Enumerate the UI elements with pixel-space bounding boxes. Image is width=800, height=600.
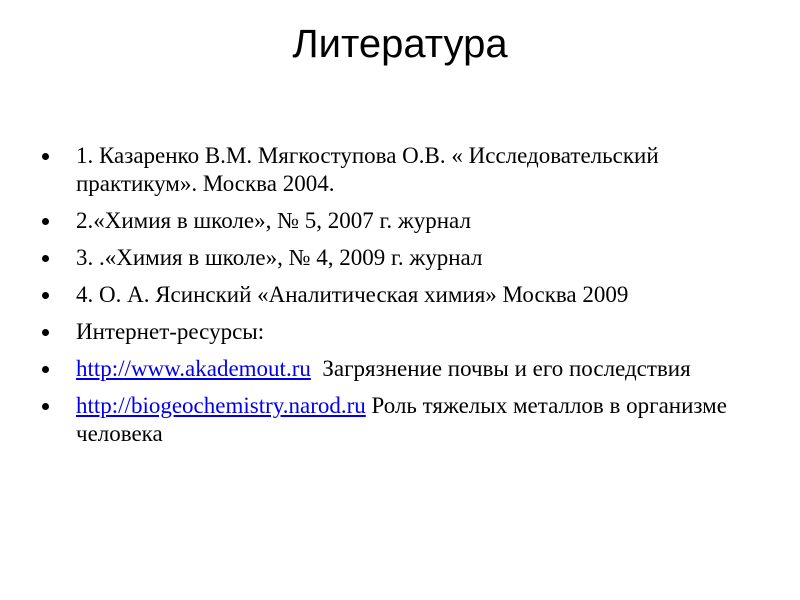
list-item-text: Интернет-ресурсы:: [76, 319, 265, 344]
slide-title: Литература: [292, 22, 508, 66]
akademout-link[interactable]: http://www.akademout.ru: [76, 356, 311, 381]
reference-list: [40, 142, 760, 457]
bullet-icon: [42, 292, 49, 299]
list-item-text: Роль тяжелых металлов в организме человека: [76, 393, 727, 446]
list-item: [40, 207, 760, 235]
list-item-text: 1. Казаренко В.М. Мягкоступова О.В. « Исследовательский практикум». Москва 2004.: [76, 143, 659, 196]
bullet-icon: [42, 218, 49, 225]
bullet-icon: [42, 403, 49, 410]
list-item: [40, 244, 760, 272]
list-item-text: 3. .«Химия в школе», № 4, 2009 г. журнал: [76, 245, 483, 270]
list-item-text: 2.«Химия в школе», № 5, 2007 г. журнал: [76, 208, 471, 233]
list-item-text: Загрязнение почвы и его последствия: [322, 356, 691, 381]
list-item: [40, 392, 760, 448]
list-item: [40, 318, 760, 346]
biogeochemistry-link[interactable]: http://biogeochemistry.narod.ru: [76, 393, 366, 418]
bullet-icon: [42, 153, 49, 160]
list-item-text: 4. О. А. Ясинский «Аналитическая химия» Москва 2009: [76, 282, 629, 307]
bullet-icon: [42, 329, 49, 336]
list-item: [40, 281, 760, 309]
list-item: [40, 355, 760, 383]
list-item: [40, 142, 760, 198]
bullet-icon: [42, 366, 49, 373]
bullet-icon: [42, 255, 49, 262]
